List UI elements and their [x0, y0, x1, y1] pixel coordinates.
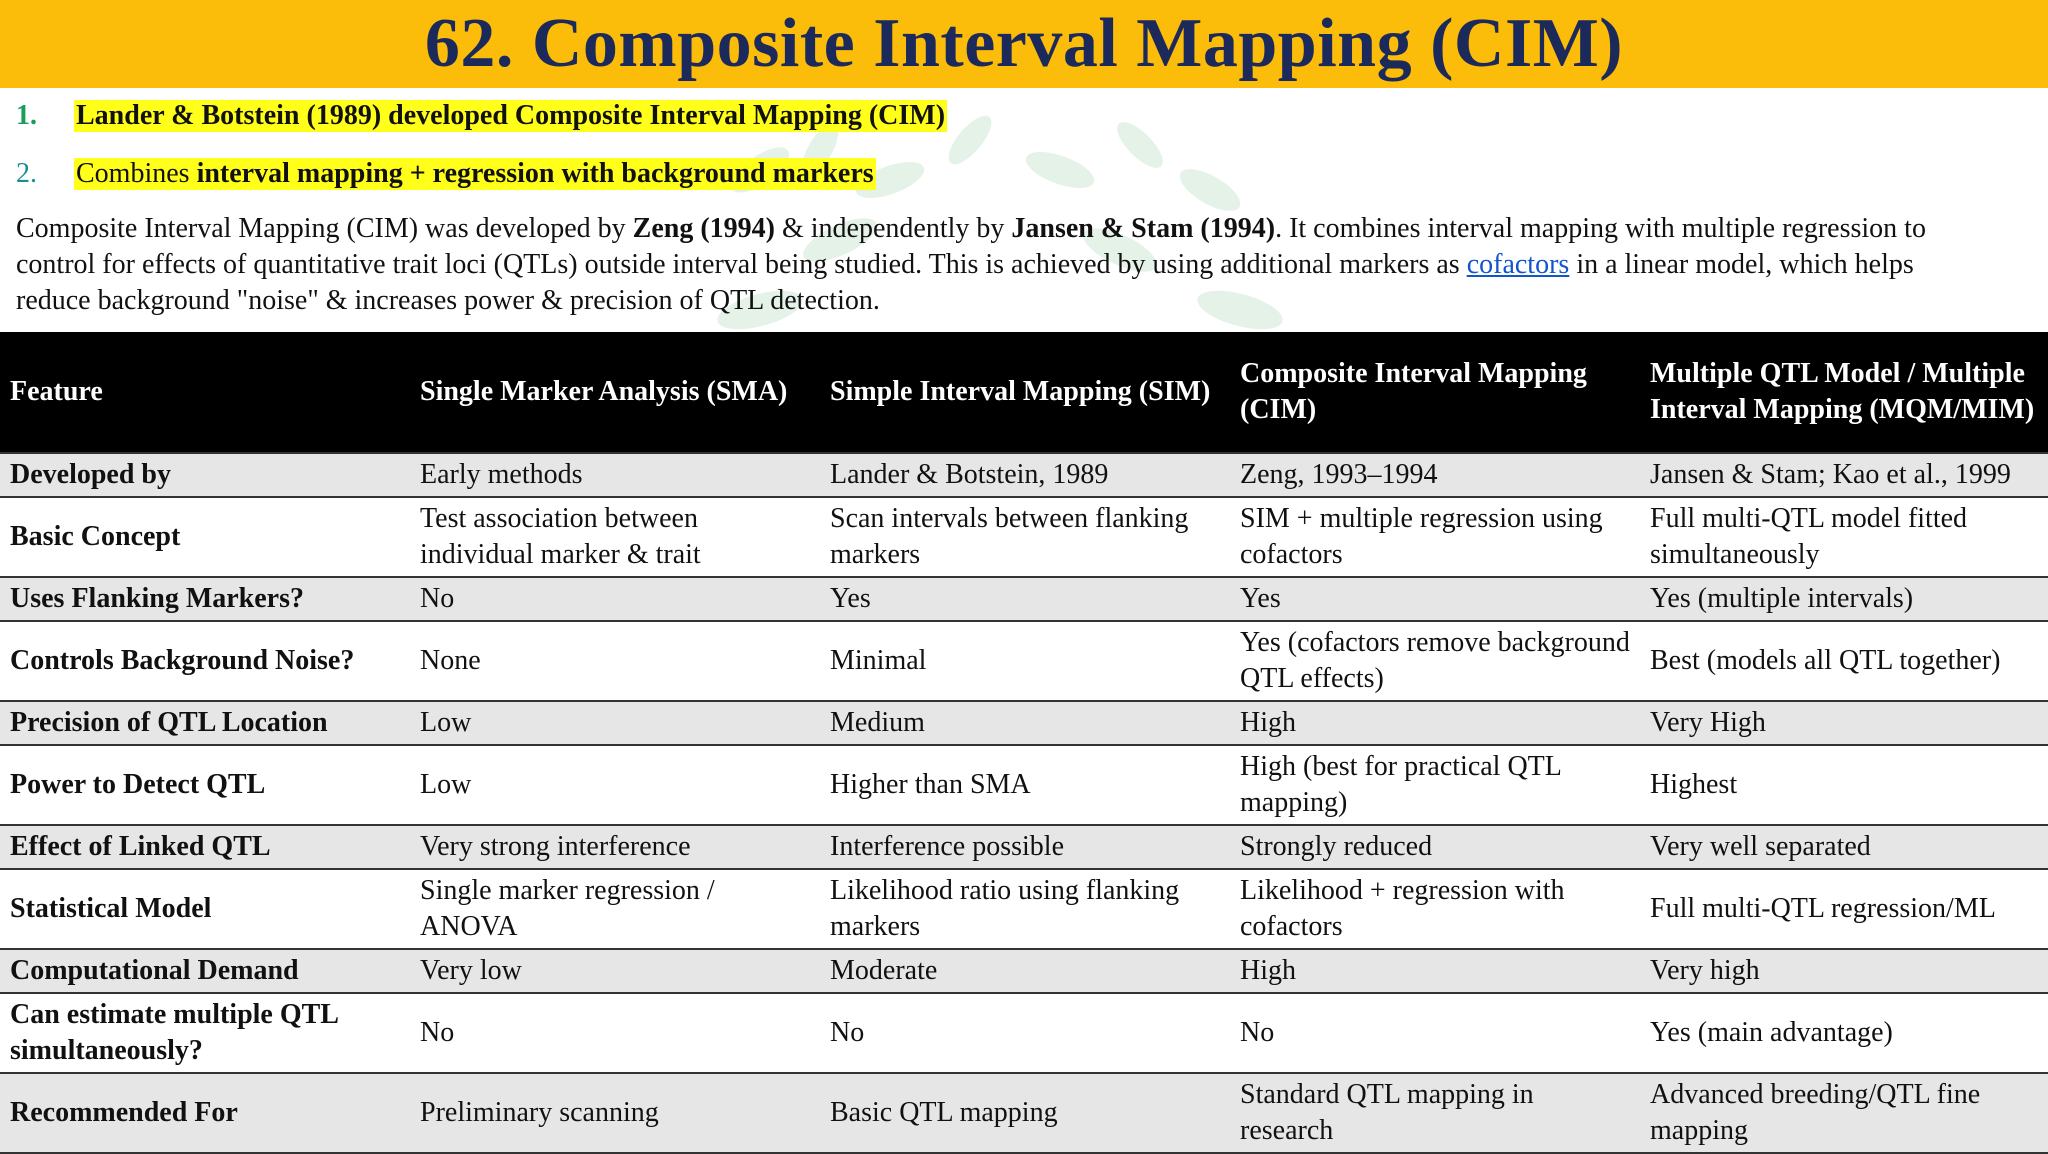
- column-header: Feature: [0, 332, 410, 453]
- table-row: [0, 621, 2048, 701]
- table-cell: Moderate: [820, 949, 1230, 993]
- table-cell: Low: [410, 745, 820, 825]
- table-cell: Low: [410, 701, 820, 745]
- intro-paragraph: [16, 211, 2048, 319]
- cofactors-link[interactable]: cofactors: [1466, 249, 1570, 280]
- table-cell: Zeng, 1993–1994: [1230, 453, 1640, 497]
- table-header-row: [0, 332, 2048, 453]
- table-cell: Single marker regression / ANOVA: [410, 869, 820, 949]
- table-cell: Strongly reduced: [1230, 825, 1640, 869]
- table-cell: Very well separated: [1640, 825, 2048, 869]
- table-row: [0, 701, 2048, 745]
- table-cell: Jansen & Stam; Kao et al., 1999: [1640, 453, 2048, 497]
- table-cell: Interference possible: [820, 825, 1230, 869]
- key-point-2: [16, 154, 947, 194]
- title-bar: [0, 0, 2048, 88]
- table-cell: Yes: [820, 577, 1230, 621]
- table-cell: Medium: [820, 701, 1230, 745]
- table-cell: High: [1230, 949, 1640, 993]
- table-cell: Very strong interference: [410, 825, 820, 869]
- table-cell: Very High: [1640, 701, 2048, 745]
- key-point-text: Combines interval mapping + regression with background markers: [76, 158, 874, 189]
- table-cell: Uses Flanking Markers?: [0, 577, 410, 621]
- table-cell: No: [410, 993, 820, 1073]
- table-cell: Controls Background Noise?: [0, 621, 410, 701]
- table-cell: Statistical Model: [0, 869, 410, 949]
- table-cell: Developed by: [0, 453, 410, 497]
- table-cell: Computational Demand: [0, 949, 410, 993]
- table-cell: Power to Detect QTL: [0, 745, 410, 825]
- table-cell: Precision of QTL Location: [0, 701, 410, 745]
- table-cell: Yes (cofactors remove background QTL effects): [1230, 621, 1640, 701]
- paragraph-line: Composite Interval Mapping (CIM) was developed by Zeng (1994) & independently by Jansen & Stam (1994). It combines interval mapping with multiple regression to: [16, 213, 1926, 244]
- table-row: [0, 869, 2048, 949]
- comparison-table: [0, 332, 2048, 1154]
- table-cell: Early methods: [410, 453, 820, 497]
- table-row: [0, 1073, 2048, 1153]
- table-cell: Yes: [1230, 577, 1640, 621]
- table-cell: Basic QTL mapping: [820, 1073, 1230, 1153]
- table-cell: None: [410, 621, 820, 701]
- table-cell: Full multi-QTL regression/ML: [1640, 869, 2048, 949]
- column-header: Composite Interval Mapping (CIM): [1230, 332, 1640, 453]
- table-cell: Very low: [410, 949, 820, 993]
- table-row: [0, 825, 2048, 869]
- table-cell: Very high: [1640, 949, 2048, 993]
- key-point-text: Lander & Botstein (1989) developed Composite Interval Mapping (CIM): [76, 100, 946, 131]
- table-cell: Test association between individual marker & trait: [410, 497, 820, 577]
- table-cell: Best (models all QTL together): [1640, 621, 2048, 701]
- table-cell: Preliminary scanning: [410, 1073, 820, 1153]
- key-point-1: [16, 96, 947, 136]
- table-row: [0, 993, 2048, 1073]
- table-cell: Yes (multiple intervals): [1640, 577, 2048, 621]
- table-cell: Lander & Botstein, 1989: [820, 453, 1230, 497]
- table-cell: Standard QTL mapping in research: [1230, 1073, 1640, 1153]
- table-row: [0, 745, 2048, 825]
- paragraph-line: reduce background "noise" & increases power & precision of QTL detection.: [16, 285, 880, 316]
- table-cell: Minimal: [820, 621, 1230, 701]
- table-cell: High: [1230, 701, 1640, 745]
- table-row: [0, 497, 2048, 577]
- table-cell: Higher than SMA: [820, 745, 1230, 825]
- table-cell: High (best for practical QTL mapping): [1230, 745, 1640, 825]
- table-cell: Can estimate multiple QTL simultaneously?: [0, 993, 410, 1073]
- table-cell: Likelihood ratio using flanking markers: [820, 869, 1230, 949]
- table-cell: Full multi-QTL model fitted simultaneously: [1640, 497, 2048, 577]
- table-cell: Effect of Linked QTL: [0, 825, 410, 869]
- table-row: [0, 949, 2048, 993]
- table-cell: No: [820, 993, 1230, 1073]
- page-title: 62. Composite Interval Mapping (CIM): [424, 5, 1624, 82]
- key-point-number: 2.: [16, 158, 37, 189]
- column-header: Simple Interval Mapping (SIM): [820, 332, 1230, 453]
- table-cell: Recommended For: [0, 1073, 410, 1153]
- table-cell: Highest: [1640, 745, 2048, 825]
- table-cell: Advanced breeding/QTL fine mapping: [1640, 1073, 2048, 1153]
- table-cell: Scan intervals between flanking markers: [820, 497, 1230, 577]
- table-cell: Yes (main advantage): [1640, 993, 2048, 1073]
- table-cell: Likelihood + regression with cofactors: [1230, 869, 1640, 949]
- key-points-list: [16, 96, 947, 212]
- table-cell: No: [410, 577, 820, 621]
- table-cell: Basic Concept: [0, 497, 410, 577]
- key-point-number: 1.: [16, 100, 37, 131]
- table-row: [0, 577, 2048, 621]
- column-header: Multiple QTL Model / Multiple Interval Mapping (MQM/MIM): [1640, 332, 2048, 453]
- paragraph-line: control for effects of quantitative trait loci (QTLs) outside interval being studied. This is achieved by using additional markers as cofactors in a linear model, which helps: [16, 249, 1914, 280]
- table-cell: No: [1230, 993, 1640, 1073]
- column-header: Single Marker Analysis (SMA): [410, 332, 820, 453]
- table-row: [0, 453, 2048, 497]
- table-cell: SIM + multiple regression using cofactors: [1230, 497, 1640, 577]
